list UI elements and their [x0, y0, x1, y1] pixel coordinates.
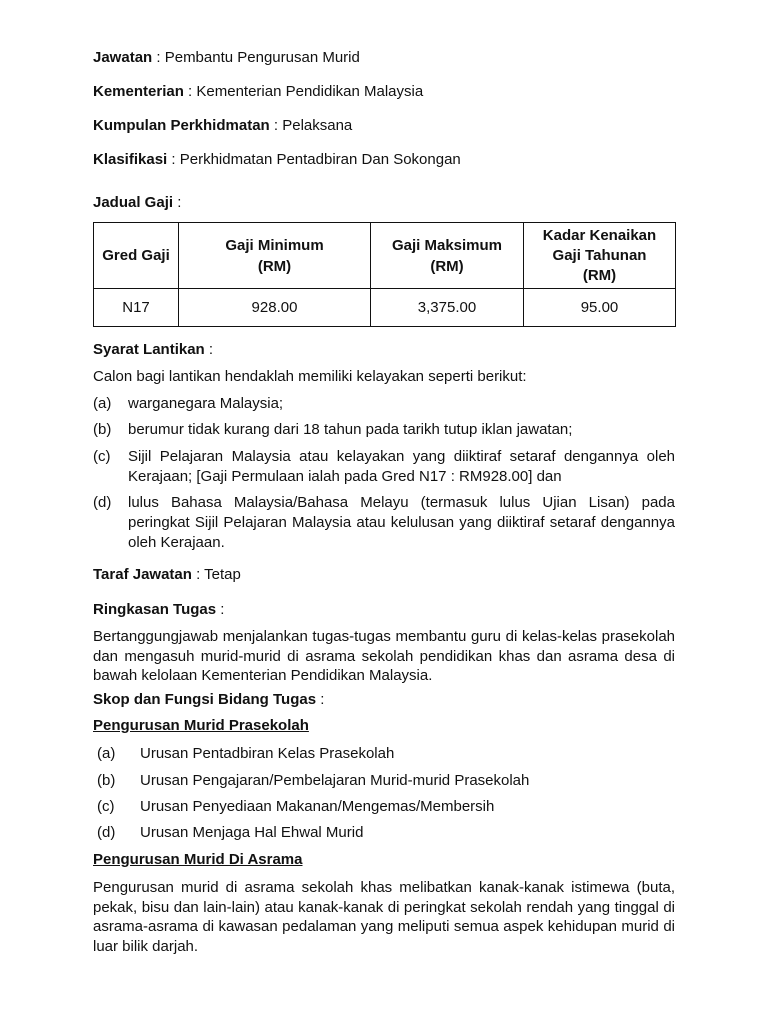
ringkasan-label: Ringkasan Tugas — [93, 601, 217, 618]
item-text: Sijil Pelajaran Malaysia atau kelayakan yang diiktiraf setaraf dengannya oleh Kerajaan; [Gaji Permulaan ialah pada Gred N17 : RM928.00] dan — [128, 448, 675, 485]
asrama-text: Pengurusan murid di asrama sekolah khas melibatkan kanak-kanak istimewa (buta, pekak, bisu dan lain-lain) atau kanak-kanak di peringkat sekolah rendah yang tinggal di asrama-asrama di kawasan pedalaman yang meliputi semua aspek kehidupan murid di luar bilik darjah. — [93, 879, 675, 956]
cell-kenaikan: 95.00 — [524, 289, 676, 327]
field-label: Jawatan — [93, 49, 153, 66]
field-label: Klasifikasi — [93, 151, 168, 168]
list-item — [93, 447, 675, 487]
list-item — [93, 394, 675, 414]
prasekolah-title — [93, 716, 309, 736]
list-item — [93, 420, 675, 440]
cell-gred: N17 — [94, 289, 179, 327]
field-kementerian: Kementerian : Kementerian Pendidikan Malaysia — [93, 83, 424, 100]
field-value: Pembantu Pengurusan Murid — [164, 49, 360, 66]
header-unit: (RM) — [257, 257, 292, 275]
header-text: Kadar Kenaikan — [542, 226, 657, 244]
list-item — [93, 744, 675, 764]
jadual-gaji-label: Jadual Gaji — [93, 194, 174, 211]
list-item — [93, 823, 675, 843]
header-text: Gaji Tahunan — [552, 246, 647, 264]
jadual-gaji-heading: Jadual Gaji : — [93, 194, 182, 211]
header-text: Gred Gaji — [102, 247, 170, 264]
field-klasifikasi: Klasifikasi : Perkhidmatan Pentadbiran Dan Sokongan — [93, 151, 461, 168]
item-text: Urusan Penyediaan Makanan/Mengemas/Membersih — [140, 798, 495, 815]
item-label: (b) — [93, 421, 112, 438]
syarat-heading: Syarat Lantikan : — [93, 341, 214, 358]
col-gaji-minimum — [179, 223, 371, 289]
col-gaji-maksimum — [371, 223, 524, 289]
skop-heading: Skop dan Fungsi Bidang Tugas : — [93, 691, 325, 708]
field-label: Kumpulan Perkhidmatan — [93, 117, 270, 134]
list-item — [93, 493, 675, 553]
field-value: Kementerian Pendidikan Malaysia — [196, 83, 424, 100]
item-label: (a) — [93, 395, 112, 412]
field-label: Kementerian — [93, 83, 184, 100]
item-text: lulus Bahasa Malaysia/Bahasa Melayu (termasuk lulus Ujian Lisan) pada peringkat Sijil Pelajaran Malaysia atau kelulusan yang diiktiraf setaraf dengannya oleh Kerajaan. — [128, 494, 675, 551]
list-item — [93, 771, 675, 791]
syarat-intro: Calon bagi lantikan hendaklah memiliki kelayakan seperti berikut: — [93, 368, 527, 385]
header-unit: (RM) — [582, 266, 617, 284]
header-text: Gaji Maksimum — [391, 236, 503, 254]
list-item — [93, 797, 675, 817]
field-value: Pelaksana — [282, 117, 353, 134]
header-unit: (RM) — [430, 257, 464, 275]
ringkasan-heading: Ringkasan Tugas : — [93, 601, 225, 618]
item-text: berumur tidak kurang dari 18 tahun pada tarikh tutup iklan jawatan; — [128, 421, 573, 438]
section-title: Pengurusan Murid Di Asrama — [93, 851, 303, 868]
item-label: (c) — [93, 448, 111, 465]
item-text: Urusan Pengajaran/Pembelajaran Murid-murid Prasekolah — [140, 772, 530, 789]
asrama-title — [93, 850, 303, 870]
table-row — [94, 289, 676, 327]
field-taraf: Taraf Jawatan : Tetap — [93, 566, 241, 583]
cell-minimum: 928.00 — [179, 289, 371, 327]
item-text: warganegara Malaysia; — [128, 395, 284, 412]
col-gred-gaji — [94, 223, 179, 289]
ringkasan-text: Bertanggungjawab menjalankan tugas-tugas membantu guru di kelas-kelas prasekolah dan mengasuh murid-murid di asrama sekolah pendidikan khas dan asrama desa di bawah kelolaan Kementerian Pendidikan Malaysia. — [93, 628, 675, 685]
item-label: (a) — [97, 745, 116, 762]
field-value: Tetap — [204, 566, 241, 583]
field-jawatan: Jawatan : Pembantu Pengurusan Murid — [93, 49, 360, 66]
item-label: (d) — [93, 494, 112, 511]
header-text: Gaji Minimum — [225, 236, 324, 254]
item-label: (d) — [97, 824, 116, 841]
salary-table — [93, 222, 676, 327]
field-value: Perkhidmatan Pentadbiran Dan Sokongan — [179, 151, 461, 168]
salary-table-header — [94, 223, 676, 289]
item-text: Urusan Menjaga Hal Ehwal Murid — [140, 824, 364, 841]
cell-maksimum: 3,375.00 — [371, 289, 524, 327]
item-label: (b) — [97, 772, 116, 789]
skop-label: Skop dan Fungsi Bidang Tugas — [93, 691, 317, 708]
col-kadar-kenaikan — [524, 223, 676, 289]
field-label: Taraf Jawatan — [93, 566, 192, 583]
syarat-label: Syarat Lantikan — [93, 341, 205, 358]
section-title: Pengurusan Murid Prasekolah — [93, 717, 309, 734]
item-label: (c) — [97, 798, 115, 815]
item-text: Urusan Pentadbiran Kelas Prasekolah — [140, 745, 395, 762]
field-kumpulan: Kumpulan Perkhidmatan : Pelaksana — [93, 117, 353, 134]
